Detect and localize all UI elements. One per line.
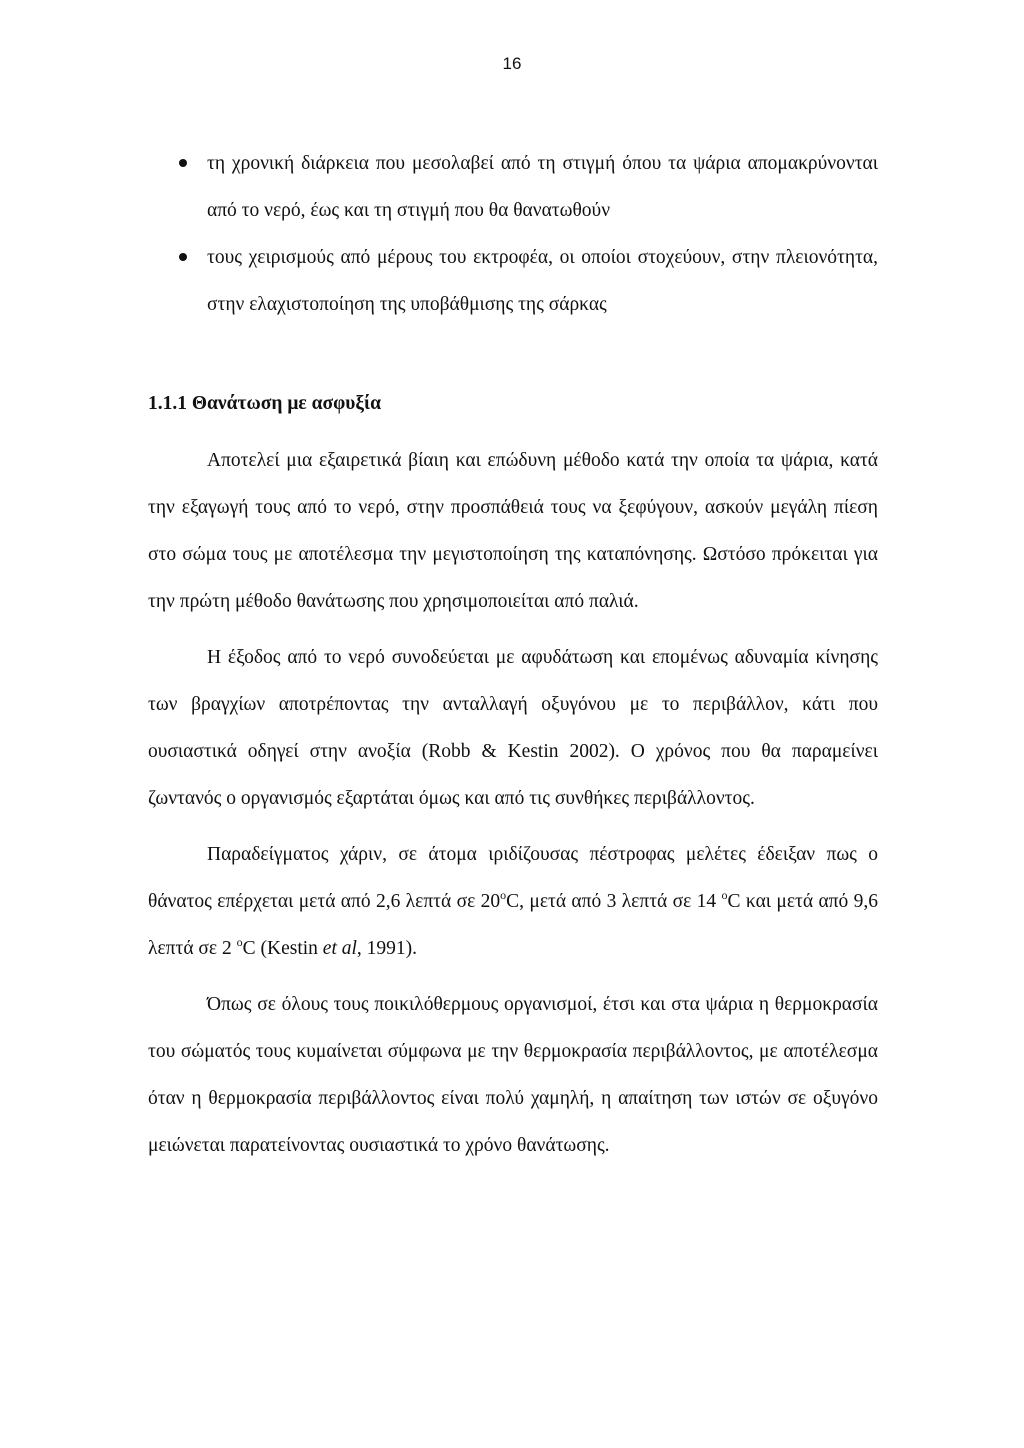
paragraph-dehydration: Η έξοδος από το νερό συνοδεύεται με αφυδάτωση και επομένως αδυναμία κίνησης των βραγχίων αποτρέποντας την ανταλλαγή οξυγόνου με το περιβάλλον, κάτι που ουσιαστικά οδηγεί στην ανοξία (Robb & Kestin 2002). Ο χρόνος που θα παραμείνει ζωντανός ο οργανισμός εξαρτάται όμως και από τις συνθήκες περιβάλλοντος. <box>148 647 878 809</box>
bullet-item-handling <box>148 234 878 328</box>
section-heading: 1.1.1 Θανάτωση με ασφυξία <box>148 393 381 414</box>
trout-text-4: C (Kestin <box>242 938 323 959</box>
trout-text-1: Παραδείγματος χάριν, σε άτομα ιριδίζουσας πέστροφας μελέτες έδειξαν πως ο θάνατος επέρχεται μετά από 2,6 λεπτά σε 20 <box>148 844 878 912</box>
document-body <box>148 140 878 1178</box>
degree-superscript: o <box>500 888 507 902</box>
paragraph-trout-example <box>148 831 878 972</box>
trout-text-3: C και μετά από 9,6 λεπτά σε 2 <box>148 891 878 959</box>
paragraph-temperature: Όπως σε όλους τους ποικιλόθερμους οργανισμοί, έτσι και στα ψάρια η θερμοκρασία του σώματός τους κυμαίνεται σύμφωνα με την θερμοκρασία περιβάλλοντος, με αποτέλεσμα όταν η θερμοκρασία περιβάλλοντος είναι πολύ χαμηλή, η απαίτηση των ιστών σε οξυγόνο μειώνεται παρατείνοντας ουσιαστικά το χρόνο θανάτωσης. <box>148 994 878 1156</box>
degree-superscript: o <box>236 935 243 949</box>
bullet-text: τους χειρισμούς από μέρους του εκτροφέα, οι οποίοι στοχεύουν, στην πλειονότητα, στην ελαχιστοποίηση της υποβάθμισης της σάρκας <box>207 247 878 315</box>
bullet-list <box>148 140 878 328</box>
bullet-text: τη χρονική διάρκεια που μεσολαβεί από τη στιγμή όπου τα ψάρια απομακρύνονται από το νερό, έως και τη στιγμή που θα θανατωθούν <box>207 153 878 221</box>
bullet-dot-icon <box>179 159 187 167</box>
page-number: 16 <box>502 54 522 73</box>
bullet-dot-icon <box>179 253 187 261</box>
trout-text-2: C, μετά από 3 λεπτά σε 14 <box>506 891 722 912</box>
trout-text-5: , 1991). <box>356 938 418 959</box>
degree-superscript: o <box>721 888 728 902</box>
bullet-item-duration <box>148 140 878 234</box>
paragraph-asphyxia-method: Αποτελεί μια εξαιρετικά βίαιη και επώδυνη μέθοδο κατά την οποία τα ψάρια, κατά την εξαγωγή τους από το νερό, στην προσπάθειά τους να ξεφύγουν, ασκούν μεγάλη πίεση στο σώμα τους με αποτέλεσμα την μεγιστοποίηση της καταπόνησης. Ωστόσο πρόκειται για την πρώτη μέθοδο θανάτωσης που χρησιμοποιείται από παλιά. <box>148 450 878 612</box>
citation-et-al: et al <box>322 938 357 959</box>
